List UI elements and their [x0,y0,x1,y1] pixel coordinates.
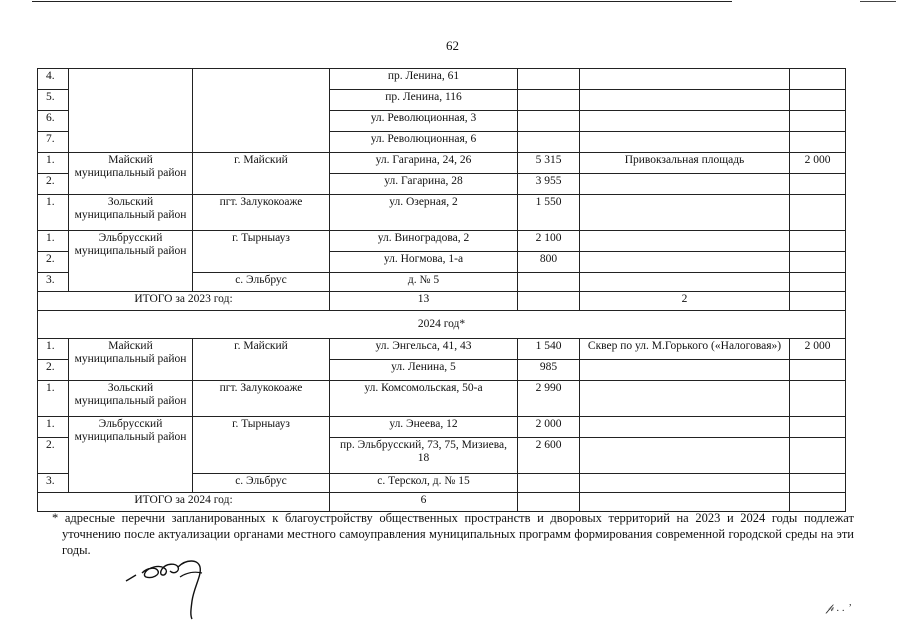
row-number: 1. [38,381,69,417]
table-row [38,69,846,90]
yard-area: 2 000 [518,417,580,438]
public-space-name [580,132,790,153]
public-space-area [790,381,846,417]
public-space-name: Привокзальная площадь [580,153,790,174]
public-space-area [790,195,846,231]
yard-address: д. № 5 [330,273,518,292]
yard-address: ул. Революционная, 3 [330,111,518,132]
yard-address: ул. Озерная, 2 [330,195,518,231]
year-header: 2024 год* [38,311,846,339]
yard-address: ул. Гагарина, 24, 26 [330,153,518,174]
signature [122,553,222,621]
row-number: 6. [38,111,69,132]
yard-area: 1 540 [518,339,580,360]
scan-edge-line [32,1,732,2]
public-space-area: 2 000 [790,153,846,174]
total-public-area [790,493,846,512]
public-space-area [790,231,846,252]
row-number: 5. [38,90,69,111]
yard-address: ул. Гагарина, 28 [330,174,518,195]
public-space-area [790,252,846,273]
total-label: ИТОГО за 2024 год: [38,493,330,512]
row-number: 3. [38,474,69,493]
district-cell: Зольский муниципальный район [69,381,193,417]
row-number: 1. [38,339,69,360]
district-cell: Майский муниципальный район [69,339,193,381]
city-cell [193,69,330,153]
yard-area: 5 315 [518,153,580,174]
public-space-name [580,90,790,111]
corner-mark: 𝓅 . . ʼ [826,602,852,614]
row-number: 2. [38,360,69,381]
total-label: ИТОГО за 2023 год: [38,292,330,311]
table-row [38,153,846,174]
public-space-name [580,111,790,132]
total-public: 2 [580,292,790,311]
yard-address: ул. Виноградова, 2 [330,231,518,252]
city-cell: г. Тырныауз [193,417,330,474]
public-space-area [790,111,846,132]
public-space-name [580,360,790,381]
row-number: 1. [38,231,69,252]
district-cell [69,69,193,153]
public-space-name [580,438,790,474]
public-space-name [580,273,790,292]
row-number: 2. [38,174,69,195]
district-cell: Эльбрусский муниципальный район [69,417,193,493]
yard-address: ул. Ленина, 5 [330,360,518,381]
table-row [38,381,846,417]
district-cell: Зольский муниципальный район [69,195,193,231]
year-header-row [38,311,846,339]
public-space-name [580,231,790,252]
yard-address: пр. Ленина, 116 [330,90,518,111]
table-row [38,195,846,231]
total-yard-area [518,292,580,311]
row-number: 4. [38,69,69,90]
row-number: 1. [38,153,69,174]
city-cell: г. Майский [193,339,330,381]
city-cell: пгт. Залукокоаже [193,381,330,417]
city-cell: г. Тырныауз [193,231,330,273]
yard-address: ул. Ногмова, 1-а [330,252,518,273]
city-cell: пгт. Залукокоаже [193,195,330,231]
total-row [38,292,846,311]
public-space-area [790,438,846,474]
public-space-area [790,132,846,153]
public-space-area [790,174,846,195]
yard-area [518,474,580,493]
public-space-name [580,195,790,231]
total-yards: 6 [330,493,518,512]
total-public [580,493,790,512]
public-space-area [790,360,846,381]
yard-address: с. Терскол, д. № 15 [330,474,518,493]
row-number: 2. [38,438,69,474]
scan-edge-line-right [860,1,896,2]
public-space-name: Сквер по ул. М.Горького («Налоговая») [580,339,790,360]
public-space-name [580,381,790,417]
total-row [38,493,846,512]
yard-area [518,69,580,90]
district-cell: Эльбрусский муниципальный район [69,231,193,292]
public-space-name [580,417,790,438]
yard-address: пр. Эльбрусский, 73, 75, Мизиева, 18 [330,438,518,474]
address-table [37,68,846,512]
public-space-area [790,474,846,493]
yard-area: 800 [518,252,580,273]
public-space-area [790,417,846,438]
row-number: 1. [38,195,69,231]
public-space-name [580,69,790,90]
public-space-area [790,273,846,292]
yard-area: 985 [518,360,580,381]
public-space-name [580,252,790,273]
public-space-area [790,90,846,111]
yard-address: пр. Ленина, 61 [330,69,518,90]
yard-area: 1 550 [518,195,580,231]
yard-area: 2 990 [518,381,580,417]
district-cell: Майский муниципальный район [69,153,193,195]
yard-area: 2 100 [518,231,580,252]
table-row [38,417,846,438]
total-yard-area [518,493,580,512]
city-cell: с. Эльбрус [193,474,330,493]
table-row [38,339,846,360]
public-space-name [580,174,790,195]
city-cell: г. Майский [193,153,330,195]
yard-area [518,90,580,111]
page-number: 62 [446,38,459,53]
public-space-area: 2 000 [790,339,846,360]
row-number: 1. [38,417,69,438]
row-number: 3. [38,273,69,292]
yard-address: ул. Комсомольская, 50-а [330,381,518,417]
city-cell: с. Эльбрус [193,273,330,292]
yard-area [518,132,580,153]
public-space-name [580,474,790,493]
yard-area [518,111,580,132]
yard-area: 2 600 [518,438,580,474]
yard-address: ул. Энгельса, 41, 43 [330,339,518,360]
row-number: 7. [38,132,69,153]
yard-area: 3 955 [518,174,580,195]
table-row [38,231,846,252]
total-public-area [790,292,846,311]
yard-area [518,273,580,292]
total-yards: 13 [330,292,518,311]
yard-address: ул. Энеева, 12 [330,417,518,438]
footnote: * адресные перечни запланированных к благоустройству общественных пространств и дворовых территорий на 2023 и 2024 годы подлежат уточнению после актуализации органами местного самоуправления муниципальных программ формирования современной городской среды на эти годы. [52,511,854,557]
yard-address: ул. Революционная, 6 [330,132,518,153]
row-number: 2. [38,252,69,273]
public-space-area [790,69,846,90]
